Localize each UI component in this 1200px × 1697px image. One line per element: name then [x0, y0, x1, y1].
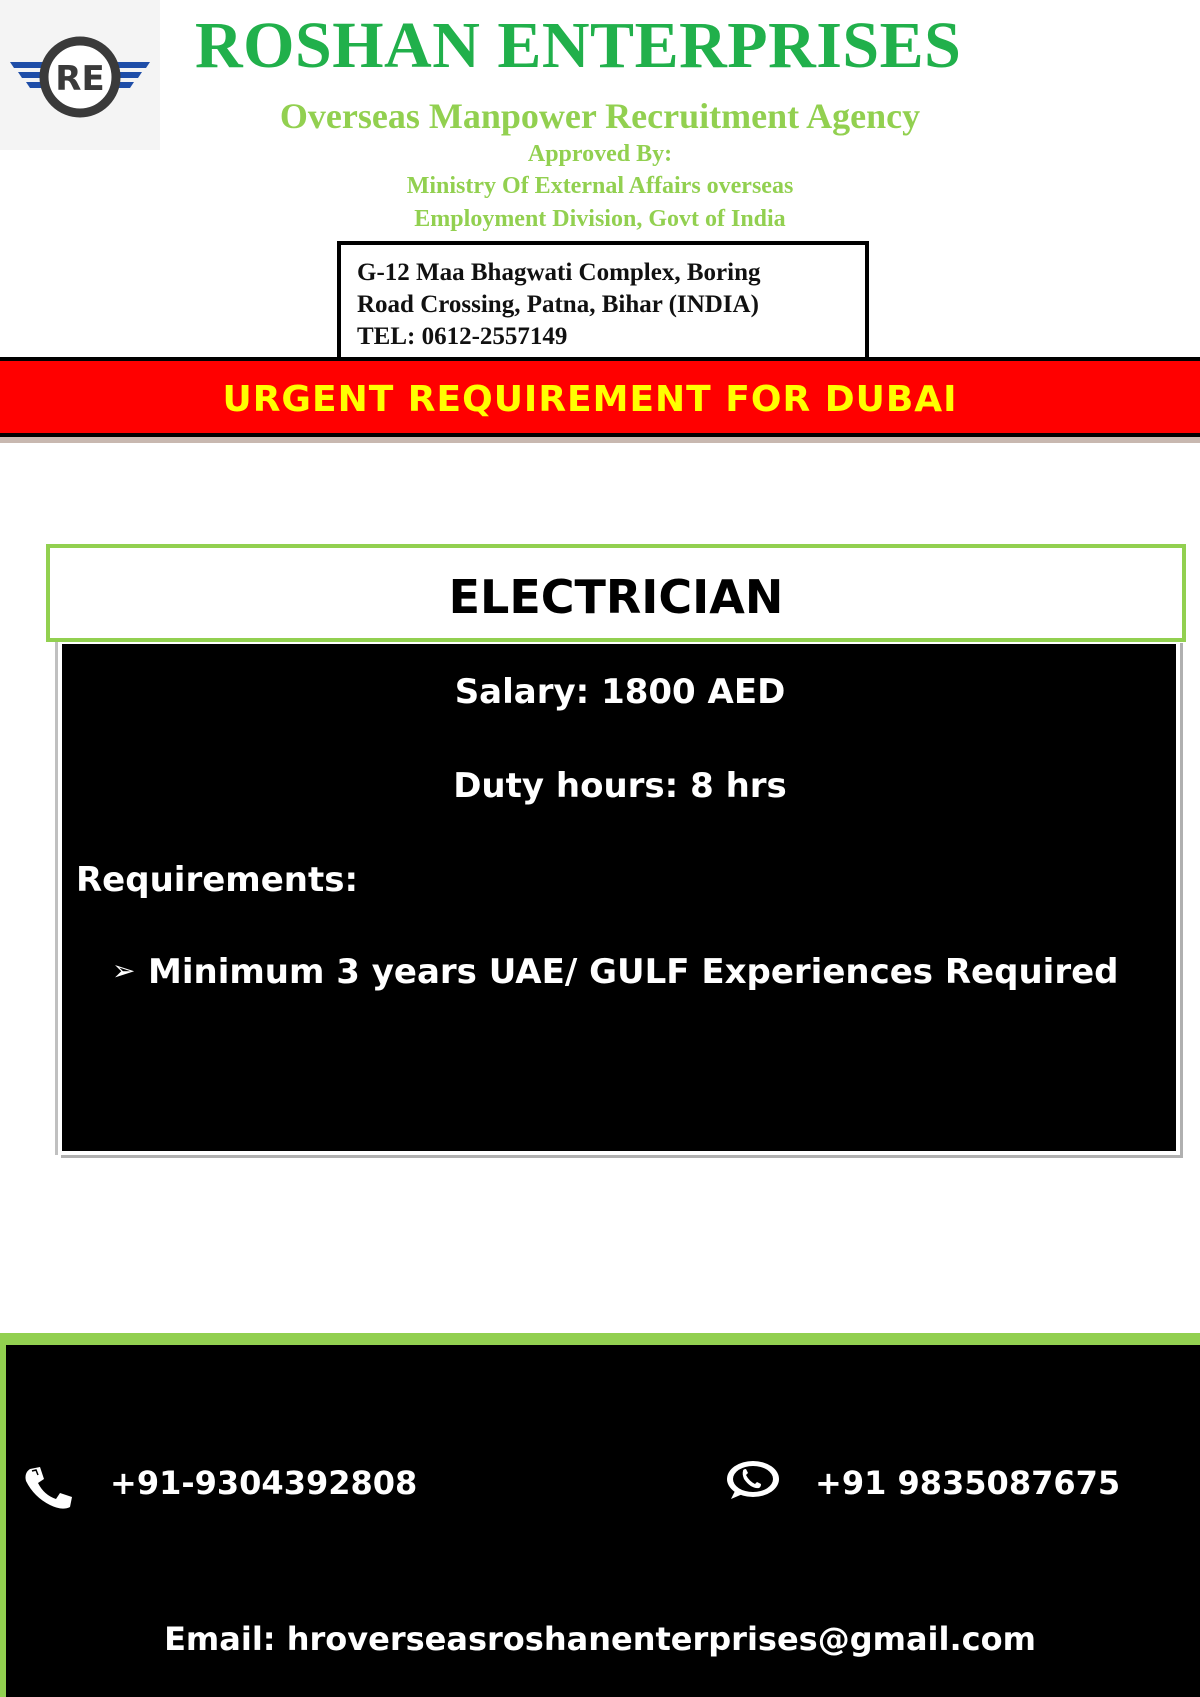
whatsapp-number[interactable]: +91 9835087675: [815, 1464, 1121, 1502]
address-line1: G-12 Maa Bhagwati Complex, Boring: [357, 259, 761, 286]
approval-authority-line1: Ministry Of External Affairs overseas: [406, 173, 794, 199]
whatsapp-icon: [725, 1459, 781, 1508]
agency-tagline: Overseas Manpower Recruitment Agency: [279, 96, 921, 136]
requirements-heading: Requirements:: [76, 860, 359, 900]
telephone-line: TEL: 0612-2557149: [357, 323, 568, 350]
requirement-item: Minimum 3 years UAE/ GULF Experiences Required: [148, 952, 1119, 992]
company-name: ROSHAN ENTERPRISES: [195, 9, 962, 82]
salary-text: Salary: 1800 AED: [454, 672, 786, 712]
footer-top-border: [0, 1333, 1200, 1345]
phone-number[interactable]: +91-9304392808: [110, 1464, 418, 1502]
approval-authority-line2: Employment Division, Govt of India: [414, 206, 786, 232]
email-address[interactable]: Email: hroverseasroshanenterprises@gmail.com: [164, 1620, 1036, 1658]
banner-text: URGENT REQUIREMENT FOR DUBAI: [222, 379, 958, 420]
banner-divider: [0, 437, 1200, 443]
job-title-box: [46, 544, 1186, 642]
urgent-requirement-banner: [0, 357, 1200, 437]
duty-hours-text: Duty hours: 8 hrs: [453, 766, 787, 806]
address-line2: Road Crossing, Patna, Bihar (INDIA): [357, 291, 759, 318]
bullet-arrow-icon: ➢: [112, 954, 136, 987]
address-box: [337, 241, 869, 359]
job-title: ELECTRICIAN: [448, 570, 784, 624]
approved-by-label: Approved By:: [527, 141, 673, 167]
svg-text:RE: RE: [55, 59, 105, 99]
phone-handset-icon: [22, 1465, 78, 1516]
